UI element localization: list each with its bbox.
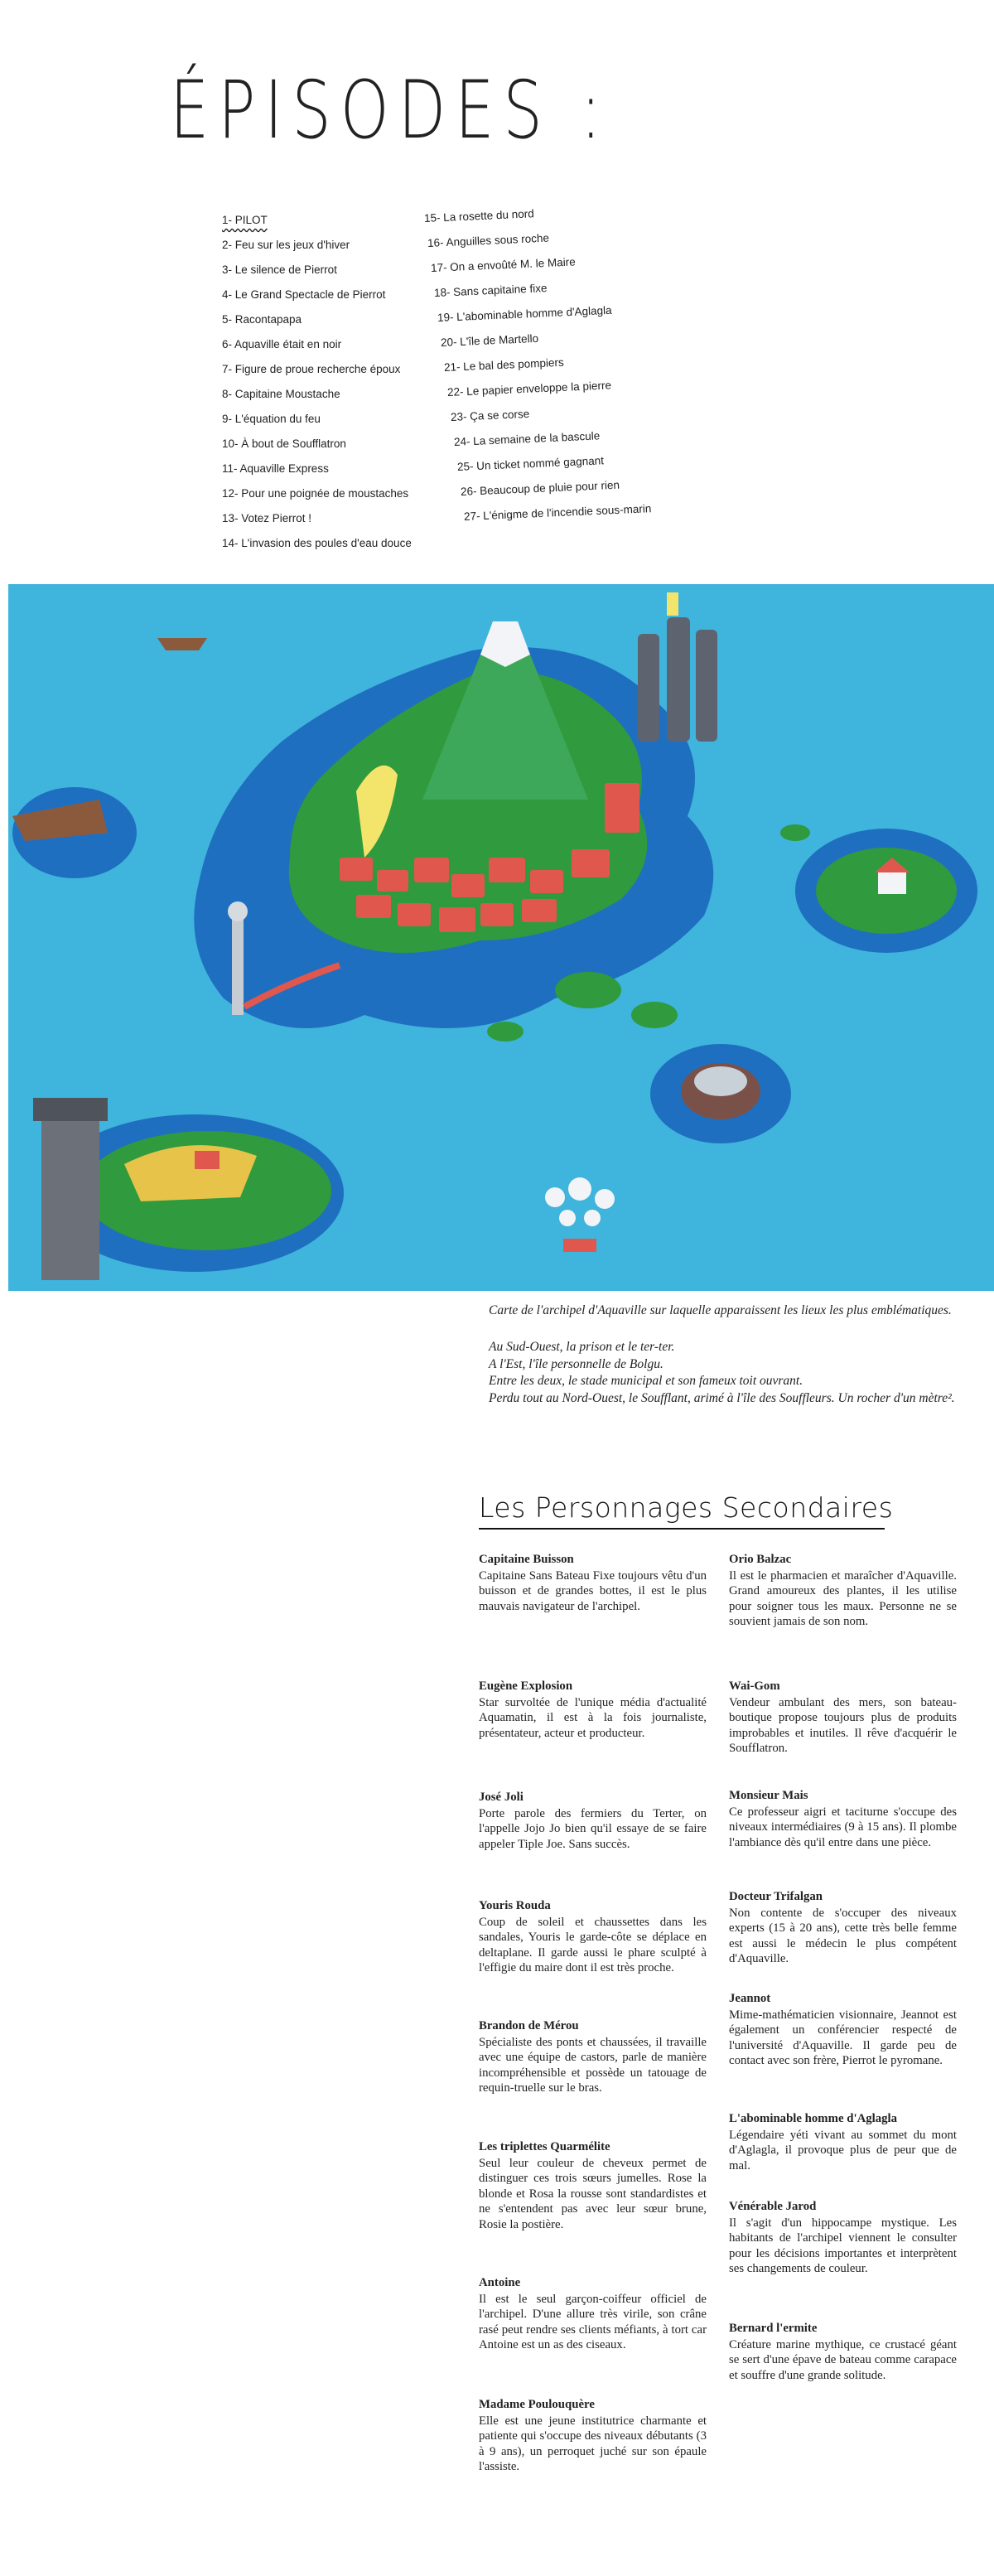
character-desc: Capitaine Sans Bateau Fixe toujours vêtu d'un buisson et de grandes bottes, il est le plus mauvais navigateur de l'archipel. xyxy=(479,1568,707,1613)
character-name: Brandon de Mérou xyxy=(479,2019,579,2032)
character-desc: Spécialiste des ponts et chaussées, il travaille avec une équipe de castors, parle de manière incompréhensible et possède un tatouage de requin-truelle sur le bras. xyxy=(479,2035,707,2095)
episode-item[interactable]: 14- L'invasion des poules d'eau douce xyxy=(222,537,412,549)
caption-line: A l'Est, l'île personnelle de Bolgu. xyxy=(489,1356,663,1371)
episode-item[interactable]: 25- Un ticket nommé gagnant xyxy=(456,454,605,473)
character-entry xyxy=(479,1898,707,1976)
character-entry xyxy=(479,2397,707,2475)
character-entry xyxy=(729,1552,957,1630)
character-desc: Mime-mathématicien visionnaire, Jeannot est également un conférencier respecté de l'université d'Aquaville. Il garde peu de contact avec son frère, Pierrot le pyromane. xyxy=(729,2008,957,2068)
character-entry xyxy=(729,1889,957,1967)
episode-item[interactable]: 12- Pour une poignée de moustaches xyxy=(222,487,409,500)
character-entry xyxy=(479,1679,707,1741)
episode-item[interactable]: 8- Capitaine Moustache xyxy=(222,388,340,400)
caption-line: Au Sud-Ouest, la prison et le ter-ter. xyxy=(489,1340,675,1354)
character-desc: Légendaire yéti vivant au sommet du mont d'Aglagla, il provoque plus de peur que de mal. xyxy=(729,2128,957,2172)
episode-item[interactable]: 18- Sans capitaine fixe xyxy=(433,282,548,299)
episode-item[interactable]: 5- Racontapapa xyxy=(222,313,302,326)
character-name: Jeannot xyxy=(729,1992,771,2005)
character-desc: Elle est une jeune institutrice charmante et patiente qui s'occupe des niveaux débutants (3 à 9 ans), un perroquet juché sur son épaule l'assiste. xyxy=(479,2414,707,2474)
prison-top xyxy=(33,1098,108,1121)
map-caption xyxy=(489,1302,994,1320)
episode-item[interactable]: 10- À bout de Soufflatron xyxy=(222,437,346,450)
caption-line: Perdu tout au Nord-Ouest, le Soufflant, arimé à l'île des Souffleurs. Un rocher d'un mètre². xyxy=(489,1390,955,1405)
episode-item[interactable]: 27- L'énigme de l'incendie sous-marin xyxy=(463,502,652,523)
character-name: L'abominable homme d'Aglagla xyxy=(729,2112,898,2125)
character-entry xyxy=(479,1790,707,1852)
map-legend xyxy=(489,1339,994,1407)
episode-item[interactable]: 13- Votez Pierrot ! xyxy=(222,512,312,524)
episode-item[interactable]: 4- Le Grand Spectacle de Pierrot xyxy=(222,288,386,301)
prison-tower xyxy=(41,1114,99,1280)
caption-line: Carte de l'archipel d'Aquaville sur laquelle apparaissent les lieux les plus emblématiques. xyxy=(489,1303,952,1317)
character-name: Antoine xyxy=(479,2276,521,2289)
farm-house xyxy=(195,1151,220,1169)
episode-item[interactable]: 7- Figure de proue recherche époux xyxy=(222,363,401,375)
episode-item[interactable]: 23- Ça se corse xyxy=(450,407,530,423)
character-entry xyxy=(479,2275,707,2353)
character-desc: Seul leur couleur de cheveux permet de distinguer ces trois sœurs jumelles. Rose la blonde et Rosa la rousse sont standardistes et ne s'entendent pas avec leur sœur brune, Rosie la postière. xyxy=(479,2156,707,2231)
character-name: Capitaine Buisson xyxy=(479,1553,574,1566)
character-entry xyxy=(729,2111,957,2173)
episode-item[interactable]: 17- On a envoûté M. le Maire xyxy=(430,255,577,274)
episode-item[interactable]: 26- Beaucoup de pluie pour rien xyxy=(460,478,620,498)
character-desc: Il est le seul garçon-coiffeur officiel de l'archipel. D'une allure très virile, son crâne rasé peut rendre ses clients méfiants, à tort car Antoine est un as des ciseaux. xyxy=(479,2292,707,2352)
character-desc: Non contente de s'occuper des niveaux experts (15 à 20 ans), cette très belle femme est aussi le médecin le plus compétent d'Aquaville. xyxy=(729,1906,957,1966)
archipelago-map xyxy=(8,584,994,1291)
bolgu-house xyxy=(878,872,906,894)
episode-item[interactable]: 15- La rosette du nord xyxy=(423,207,535,225)
episode-item[interactable]: 11- Aquaville Express xyxy=(222,462,329,475)
character-desc: Ce professeur aigri et taciturne s'occupe des niveaux intermédiaires (9 à 15 ans). Il plombe l'ambiance dès qu'il entre dans une pièce. xyxy=(729,1805,957,1849)
episode-item[interactable]: 20- L'île de Martello xyxy=(440,331,539,349)
character-entry xyxy=(729,2199,957,2277)
small-boat xyxy=(157,638,207,650)
character-name: Eugène Explosion xyxy=(479,1679,573,1693)
character-name: Docteur Trifalgan xyxy=(729,1890,823,1903)
character-entry xyxy=(479,1552,707,1614)
character-desc: Il s'agit d'un hippocampe mystique. Les habitants de l'archipel viennent le consulter pour les décisions importantes et interprètent ses changements de couleur. xyxy=(729,2216,957,2276)
character-name: Monsieur Mais xyxy=(729,1789,808,1802)
character-name: Madame Poulouquère xyxy=(479,2398,595,2411)
character-desc: Porte parole des fermiers du Terter, on l'appelle Jojo Jo bien qu'il essaye de se faire appeler Tiple Joe. Sans succès. xyxy=(479,1806,707,1851)
episode-item[interactable]: 21- Le bal des pompiers xyxy=(443,355,565,374)
character-entry xyxy=(479,2139,707,2233)
character-entry xyxy=(729,1788,957,1850)
character-name: Vénérable Jarod xyxy=(729,2200,817,2213)
soufflant-rock xyxy=(563,1239,596,1252)
episode-item[interactable]: 22- Le papier enveloppe la pierre xyxy=(446,379,612,399)
episode-item[interactable]: 9- L'équation du feu xyxy=(222,413,321,425)
character-name: Youris Rouda xyxy=(479,1899,551,1912)
episode-item[interactable]: 24- La semaine de la bascule xyxy=(453,429,601,448)
episode-item[interactable]: 19- L'abominable homme d'Aglagla xyxy=(437,303,612,324)
episode-item[interactable]: 16- Anguilles sous roche xyxy=(427,231,550,249)
episode-item[interactable]: 3- Le silence de Pierrot xyxy=(222,263,337,276)
statue-head xyxy=(228,901,248,921)
character-name: Bernard l'ermite xyxy=(729,2322,818,2335)
factory xyxy=(638,617,717,742)
episode-item[interactable]: 6- Aquaville était en noir xyxy=(222,338,342,350)
section-rule xyxy=(479,1528,885,1530)
character-name: Les triplettes Quarmélite xyxy=(479,2140,610,2153)
character-entry xyxy=(729,1679,957,1757)
character-entry xyxy=(729,2321,957,2383)
lighthouse-statue xyxy=(232,916,244,1015)
character-desc: Il est le pharmacien et maraîcher d'Aquaville. Grand amoureux des plantes, il les utilise pour soigner tous les maux. Personne ne se souvient jamais de son nom. xyxy=(729,1568,957,1629)
factory-flag xyxy=(667,592,678,616)
character-entry xyxy=(479,2018,707,2096)
character-desc: Star survoltée de l'unique média d'actualité Aquamatin, il est à la fois journaliste, présentateur, acteur et producteur. xyxy=(479,1695,707,1740)
caption-line: Entre les deux, le stade municipal et son fameux toit ouvrant. xyxy=(489,1374,803,1388)
page-title: ÉPISODES : xyxy=(170,64,610,157)
character-name: Wai-Gom xyxy=(729,1679,780,1693)
character-desc: Coup de soleil et chaussettes dans les sandales, Youris le garde-côte se déplace en deltaplane. Il garde aussi le phare sculpté à l'effigie du maire dont il est très proche. xyxy=(479,1915,707,1975)
character-entry xyxy=(729,1991,957,2069)
character-desc: Vendeur ambulant des mers, son bateau-boutique propose toujours plus de produits improbables et inutiles. Il rêve d'acquérir le Soufflatron. xyxy=(729,1695,957,1756)
episode-item[interactable]: 1- PILOT xyxy=(222,214,268,226)
stadium-roof xyxy=(694,1066,747,1096)
character-name: José Joli xyxy=(479,1791,524,1804)
character-name: Orio Balzac xyxy=(729,1553,792,1566)
episode-item[interactable]: 2- Feu sur les jeux d'hiver xyxy=(222,239,350,251)
section-title: Les Personnages Secondaires xyxy=(479,1491,894,1524)
character-desc: Créature marine mythique, ce crustacé géant se sert d'une épave de bateau comme carapace et souffre d'une grande solitude. xyxy=(729,2337,957,2382)
